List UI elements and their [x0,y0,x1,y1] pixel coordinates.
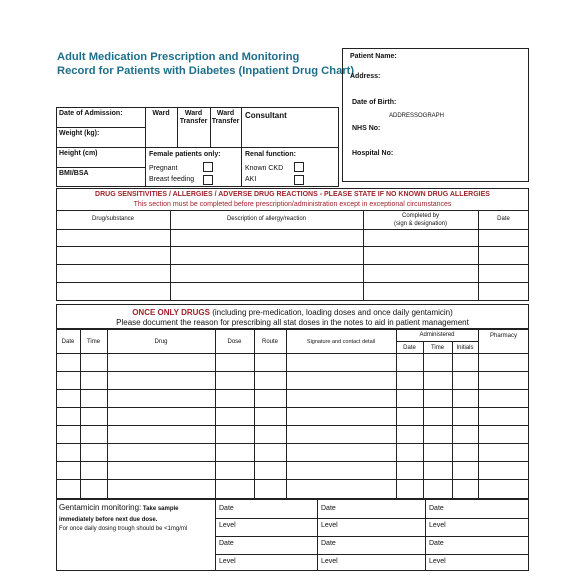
col-admin-initials: Initials [456,345,474,351]
table-row [56,425,529,426]
dob-label: Date of Birth: [352,99,397,106]
height-label: Height (cm) [59,150,98,157]
gent-date-2: Date [219,540,234,547]
once-only-heading [56,308,529,317]
nhs-label: NHS No: [352,125,381,132]
aki-label: AKI [245,176,257,183]
table-row [56,389,529,390]
col-pharmacy: Pharmacy [489,333,517,339]
gentamicin-title: Gentamicin monitoring: [59,503,142,512]
patient-name-label: Patient Name: [350,53,397,60]
female-patients-label: Female patients only: [149,151,221,158]
pregnant-label: Pregnant [149,165,178,172]
table-row [56,407,529,408]
weight-label: Weight (kg): [59,130,100,137]
allergies-subheading: This section must be completed before prescription/administration except in exceptional circumstances [133,201,452,208]
col-dose: Dose [227,339,242,345]
date-of-admission-label: Date of Admission: [59,110,123,117]
gentamicin-note-1: Take sample immediately before next due dose. [59,506,179,523]
gent-level-3: Level [321,522,338,529]
hospital-label: Hospital No: [352,150,394,157]
col-allergy-date: Date [497,216,510,222]
address-label: Address: [350,73,381,80]
pregnant-checkbox[interactable] [203,162,213,172]
addressograph-label: ADDRESSOGRAPH [389,113,445,119]
gent-date-1: Date [219,505,234,512]
bmi-label: BMI/BSA [59,170,89,177]
gent-level-2: Level [219,558,236,565]
table-row [56,443,529,444]
col-admin-date: Date [403,345,416,351]
known-ckd-checkbox[interactable] [294,162,304,172]
col-time: Time [86,339,101,345]
document-title [57,50,354,78]
renal-function-label: Renal function: [245,151,296,158]
col-route: Route [261,339,278,345]
table-row [56,371,529,372]
gentamicin-note-2: For once daily dosing trough should be <1mg/ml [59,526,188,532]
col-completed-by: Completed by (sign & designation) [393,213,448,227]
gent-date-4: Date [321,540,336,547]
aki-checkbox[interactable] [294,175,304,185]
gent-level-4: Level [321,558,338,565]
table-row [56,461,529,462]
col-signature: Signature and contact detail [306,339,376,345]
table-row [56,479,529,480]
breast-feeding-label: Breast feeding [149,176,195,183]
ward-transfer-2-label: Ward Transfer [211,110,240,125]
gent-level-5: Level [429,522,446,529]
title-line-2: Record for Patients with Diabetes (Inpatient Drug Chart) [57,65,355,77]
gent-date-6: Date [429,540,444,547]
col-allergy-description: Description of allergy/reaction [226,216,307,222]
col-drug-substance: Drug/substance [91,216,135,222]
col-drug: Drug [154,339,168,345]
allergies-heading: DRUG SENSITIVITIES / ALLERGIES / ADVERSE DRUG REACTIONS - PLEASE STATE IF NO KNOWN DRUG ALLERGIES [95,191,490,198]
consultant-label: Consultant [245,111,287,120]
gent-level-6: Level [429,558,446,565]
breast-feeding-checkbox[interactable] [203,175,213,185]
gentamicin-note [59,502,213,533]
once-only-subheading: Please document the reason for prescribing all stat doses in the notes to aid in patient management [116,318,469,327]
known-ckd-label: Known CKD [245,165,284,172]
ward-transfer-1-label: Ward Transfer [179,110,208,125]
once-only-heading-rest: (including pre-medication, loading doses and once daily gentamicin) [209,308,453,317]
once-only-heading-red: ONCE ONLY DRUGS [132,308,210,317]
gent-date-3: Date [321,505,336,512]
title-line-1: Adult Medication Prescription and Monitoring [57,51,300,63]
col-administered: Administered [419,332,455,338]
col-admin-time: Time [430,345,445,351]
gent-date-5: Date [429,505,444,512]
gent-level-1: Level [219,522,236,529]
ward-label: Ward [152,110,170,117]
col-date: Date [61,339,75,345]
